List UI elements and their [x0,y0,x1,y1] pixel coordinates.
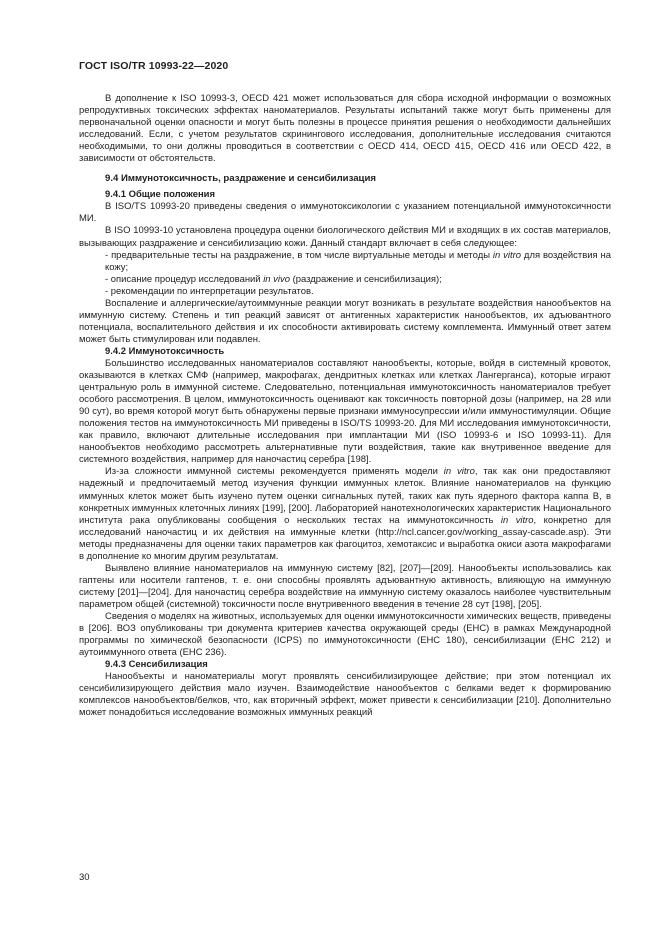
list-item-1-text-b: для воздействия на кожу; [105,249,611,273]
section-9-4-3-heading: 9.4.3 Сенсибилизация [105,659,208,671]
list-item-1-text-a: - предварительные тесты на раздражение, в том числе виртуальные методы и методы [105,249,493,261]
section-9-4-2-paragraph-1: Большинство исследованных наноматериалов составляют нанообъекты, которые, войдя в системный кровоток, оказываются в клетках СМФ (например, макрофагах, дендритных клетках или клетках Лангерганса), которые играют центральную роль в иммунной системе. Следовательно, потенциальная иммунотоксичность наноматериалов требует особого рассмотрения. В целом, иммунотоксичность оценивают как токсичность повторной дозы (например, на 28 или 90 сут), во время которой могут быть обнаружены первые признаки иммуносупрессии и/или иммуностимуляции. Общие положения тестов на иммунотоксичность МИ приведены в ISO/TS 10993-20. Для МИ исследования иммунотоксичности, как правило, включают длительные исследования при имплантации МИ (ISO 10993-6 и ISO 10993-11). Для нанообъектов необходимо рассмотреть альтернативные пути воздействия, такие как внутривенное введение для системного воздействия, например для наночастиц серебра [198]. [79,357,611,466]
intro-paragraph: В дополнение к ISO 10993-3, OECD 421 может использоваться для сбора исходной информации о возможных репродуктивных токсических эффектах наноматериалов. Результаты испытаний также могут быть применены для первоначальной оценки опасности и могут быть полезны в процессе принятия решения о необходимости дальнейших исследований. Если, с учетом результатов скринингового исследования, дополнительные исследования считаются необходимыми, то они должны проводиться в соответствии с OECD 414, OECD 415, OECD 416 или OECD 422, в зависимости от обстоятельств. [79,93,611,165]
section-9-4-3-paragraph-1: Нанообъекты и наноматериалы могут проявлять сенсибилизирующее действие; при этом потенциал их сенсибилизирующего действия мало изучен. Взаимодействие нанообъектов с белками ведет к формированию комплексов нанообъектов/белков, что, как вторичный эффект, может привести к сенсибилизации [210]. Дополнительно может понадобиться исследование возможных иммунных реакций [79,671,611,719]
section-9-4-heading: 9.4 Иммунотоксичность, раздражение и сенсибилизация [105,173,376,185]
section-9-4-1-paragraph-3: Воспаление и аллергические/аутоиммунные реакции могут возникать в результате воздействия нанообъектов на иммунную систему. Степень и тип реакций зависят от антигенных характеристик нанообъектов, их адъювантного потенциала, воспалительного действия и их способности активировать систему комплемента. Иммунный ответ затем может быть стимулирован или подавлен. [79,297,611,345]
section-9-4-2-paragraph-4: Сведения о моделях на животных, используемых для оценки иммунотоксичности химических веществ, приведены в [206]. ВОЗ опубликованы три документа критериев качества окружающей среды (ЕНС) в рамках Международной программы по химической безопасности (ICPS) по иммунотоксичности (ЕНС 180), сенсибилизации (ЕНС 212) и аутоиммунного ответа (ЕНС 236). [79,610,611,659]
p2-text-a: Из-за сложности иммунной системы рекомендуется применять модели [105,466,444,478]
document-header: ГОСТ ISO/TR 10993-22—2020 [79,60,229,72]
list-item-1-emphasis: in vitro [492,249,522,261]
list-item-3: - рекомендации по интерпретации результатов. [105,285,314,297]
section-9-4-2-heading: 9.4.2 Иммунотоксичность [105,345,225,357]
document-body [79,93,611,719]
p2-text-c: , конкретно для исследований наночастиц и их действия на иммунные клетки (http://ncl.cancer.gov/working_assay-cascade.asp). Эти методы предназначены для оценки таких параметров как фагоцитоз, хемотаксис и выработка окиси азота макрофагами в дополнение ко многим другим результатам. [79,514,612,562]
section-9-4-2-paragraph-3: Выявлено влияние наноматериалов на иммунную систему [82], [207]—[209]. Нанообъекты использовались как гаптены или носители гаптенов, т. е. они способны проявлять адъювантную активность, влияющую на иммунную систему [201]—[204]. Для наночастиц серебра воздействие на иммунную систему оказалось наиболее чувствительным параметром общей (системной) токсичности после внутривенного введения в течение 28 сут [198], [205]. [79,562,611,610]
section-9-4-1-heading: 9.4.1 Общие положения [105,189,215,201]
list-item-2-text-b: (раздражение и сенсибилизация); [289,273,442,285]
p2-emphasis-1: in vitro [443,466,475,478]
p2-emphasis-2: in vitro [500,514,534,526]
section-9-4-2-paragraph-2 [79,466,611,562]
list-item-1 [79,250,611,274]
section-9-4-1-paragraph-1: В ISO/TS 10993-20 приведены сведения о иммунотоксикологии с указанием потенциальной иммунотоксичности МИ. [79,201,611,225]
list-item-2-emphasis: in vivo [263,273,290,285]
list-item-2-text-a: - описание процедур исследований [105,273,264,285]
list-item-2 [79,274,611,286]
page-number: 30 [79,872,90,883]
p2-text-b: , так как они предоставляют надежный и предпочитаемый метод изучения функции иммунных клеток. Влияние наноматериалов на функцию иммунных клеток может быть изучено путем оценки сигнальных путей, таких как путь ядерного фактора каппа В, в конкретных иммунных клеточных линиях [199], [200]. Лабораторией нанотехнологических характеристик Национального института рака опубликованы сообщения о нескольких тестах на иммунотоксичность [79,466,611,526]
section-9-4-1-paragraph-2: В ISO 10993-10 установлена процедура оценки биологического действия МИ и входящих в их состав материалов, вызывающих раздражение и сенсибилизацию кожи. Данный стандарт включает в себя следующее: [79,225,611,249]
